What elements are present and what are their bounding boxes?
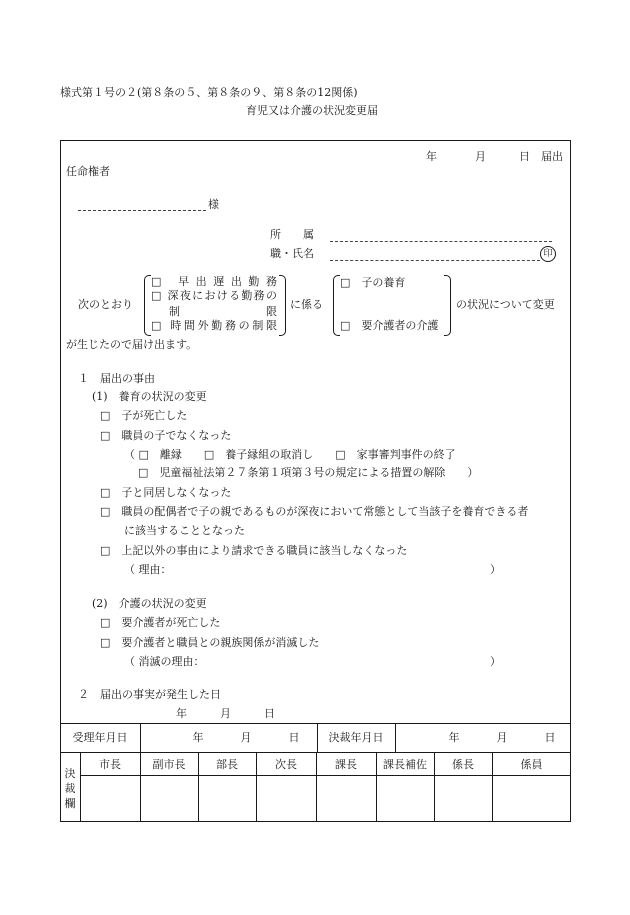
- work-type-night[interactable]: □ 深夜における勤務の: [151, 289, 277, 302]
- role-subsection-chief: 係長: [452, 758, 474, 771]
- table-div-3: [395, 723, 396, 752]
- received-label: 受理年月日: [72, 731, 128, 744]
- received-day[interactable]: 日: [288, 731, 300, 744]
- item-reasons-row2[interactable]: □ 児童福祉法第２７条第１項第３号の規定による措置の解除 ）: [138, 466, 479, 479]
- decided-month[interactable]: 月: [496, 731, 508, 744]
- item-care-died[interactable]: □ 要介護者が死亡した: [100, 616, 221, 629]
- stamp-cell-assistant-chief[interactable]: [376, 776, 434, 821]
- addressee-line[interactable]: [78, 210, 206, 211]
- care-type-child[interactable]: □ 子の養育: [340, 276, 406, 289]
- role-vice-mayor: 副市長: [152, 758, 186, 771]
- affiliation-label: 所 属: [270, 228, 314, 241]
- decided-day[interactable]: 日: [544, 731, 556, 744]
- name-line[interactable]: [330, 260, 540, 261]
- seal-mark: 印: [540, 246, 556, 262]
- date-month-label: 月: [475, 150, 486, 163]
- role-director: 部長: [216, 758, 238, 771]
- stamp-cell-deputy-director[interactable]: [256, 776, 316, 821]
- date-year-label: 年: [426, 150, 437, 163]
- decided-year[interactable]: 年: [448, 731, 460, 744]
- care-type-nursing[interactable]: □ 要介護者の介護: [340, 319, 439, 332]
- decided-label: 決裁年月日: [328, 731, 384, 744]
- intro-line2: が生じたので届け出ます。: [66, 338, 198, 351]
- role-deputy-director: 次長: [275, 758, 297, 771]
- stamp-cell-vice-mayor[interactable]: [140, 776, 198, 821]
- role-assistant-chief: 課長補佐: [383, 758, 427, 771]
- reason-close: ）: [490, 563, 501, 576]
- item-spouse-can-care[interactable]: □ 職員の配偶者で子の親であるものが深夜において常態として当該子を養育できる者: [100, 505, 529, 518]
- stamp-cell-mayor[interactable]: [80, 776, 140, 821]
- intro-prefix: 次のとおり: [78, 298, 133, 311]
- date-day-label: 日: [519, 150, 530, 163]
- stamp-cell-section-chief[interactable]: [316, 776, 376, 821]
- role-staff: 係員: [520, 758, 543, 771]
- role-mayor: 市長: [99, 758, 121, 771]
- right-bracket-care: [444, 275, 451, 336]
- form-title: 育児又は介護の状況変更届: [246, 104, 378, 117]
- stamp-cell-director[interactable]: [198, 776, 256, 821]
- decision-column-label: 決裁欄: [64, 767, 76, 810]
- item-child-died[interactable]: □ 子が死亡した: [100, 409, 188, 422]
- intro-relates: に係る: [290, 298, 323, 311]
- table-div-1: [140, 723, 141, 752]
- received-year[interactable]: 年: [192, 731, 204, 744]
- name-label: 職・氏名: [270, 247, 314, 260]
- item-spouse-can-care-cont: に該当することとなった: [124, 524, 245, 537]
- form-frame: [60, 140, 571, 822]
- section1-heading: １ 届出の事由: [78, 372, 155, 385]
- form-number: 様式第１号の２(第８条の５、第８条の９、第８条の12関係): [60, 86, 358, 99]
- stamp-cell-staff[interactable]: [492, 776, 570, 821]
- work-type-night-cont: 制 限: [169, 305, 277, 318]
- sama-label: 様: [208, 198, 219, 211]
- item-not-child[interactable]: □ 職員の子でなくなった: [100, 429, 232, 442]
- role-section-chief: 課長: [335, 758, 357, 771]
- appointer-label: 任命権者: [66, 165, 110, 178]
- item-relation-ended[interactable]: □ 要介護者と職員との親族関係が消滅した: [100, 636, 320, 649]
- sub1-heading: (1) 養育の状況の変更: [92, 390, 207, 403]
- section2-heading: ２ 届出の事実が発生した日: [78, 688, 221, 701]
- sub2-heading: (2) 介護の状況の変更: [92, 597, 207, 610]
- submitted-label: 届出: [541, 150, 563, 163]
- extinct-reason-label[interactable]: （ 消滅の理由：: [124, 655, 205, 668]
- extinct-reason-close: ）: [490, 655, 501, 668]
- stamp-cell-subsection-chief[interactable]: [434, 776, 492, 821]
- intro-suffix: の状況について変更: [456, 298, 555, 311]
- work-type-early-late[interactable]: □ 早出遅出勤務: [151, 275, 277, 288]
- left-bracket-care: [333, 275, 340, 336]
- right-bracket-work: [279, 275, 286, 336]
- occurrence-date[interactable]: 年 月 日: [176, 707, 275, 720]
- work-type-overtime[interactable]: □ 時間外勤務の制限: [151, 319, 277, 332]
- received-month[interactable]: 月: [240, 731, 252, 744]
- left-bracket-work: [144, 275, 151, 336]
- item-other-reason[interactable]: □ 上記以外の事由により請求できる職員に該当しなくなった: [100, 544, 408, 557]
- item-not-cohabit[interactable]: □ 子と同居しなくなった: [100, 486, 232, 499]
- item-reasons-row1[interactable]: （ □ 離縁 □ 養子縁組の取消し □ 家事審判事件の終了: [124, 448, 456, 461]
- table-top-border: [60, 723, 571, 724]
- affiliation-line[interactable]: [330, 241, 552, 242]
- reason-label[interactable]: （ 理由：: [124, 563, 172, 576]
